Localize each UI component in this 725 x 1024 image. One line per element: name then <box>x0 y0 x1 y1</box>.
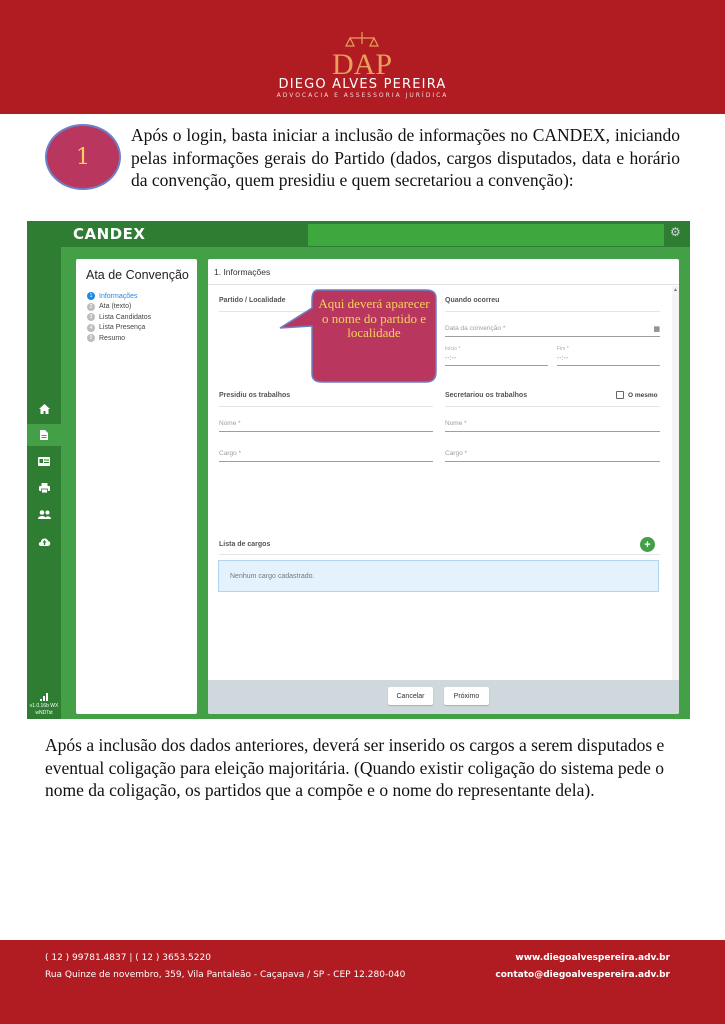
when-section-label: Quando ocorreu <box>445 297 500 304</box>
app-version: v1.0.16b WX wNDTst <box>29 703 59 716</box>
secretary-section-label: Secretariou os trabalhos <box>445 392 528 399</box>
next-button[interactable]: Próximo <box>444 687 489 705</box>
law-firm-logo <box>332 30 392 80</box>
letterhead-header <box>0 0 725 114</box>
panel-title: Ata de Convenção <box>86 268 189 282</box>
start-time-label: Início * <box>445 346 461 352</box>
letterhead-footer <box>0 940 725 1024</box>
wizard-steps <box>87 291 151 344</box>
id-card-icon[interactable] <box>27 450 61 472</box>
empty-message: Nenhum cargo cadastrado. <box>230 573 315 580</box>
presided-name-field[interactable]: Nome * <box>219 420 433 432</box>
app-topbar <box>27 221 690 247</box>
print-icon[interactable] <box>27 477 61 499</box>
positions-section-label: Lista de cargos <box>219 541 271 548</box>
callout-text: Aqui deverá aparecer o nome do partido e localidade <box>318 296 430 340</box>
same-person-checkbox[interactable] <box>616 391 624 399</box>
brand-name: DIEGO ALVES PEREIRA <box>278 77 447 92</box>
wizard-step-ata[interactable]: 2 Ata (texto) <box>87 302 151 313</box>
secretary-name-field[interactable]: Nome * <box>445 420 660 432</box>
party-section-label: Partido / Localidade <box>219 297 286 304</box>
cloud-upload-icon[interactable] <box>27 530 61 552</box>
document-icon[interactable] <box>27 424 61 446</box>
presided-section-label: Presidiu os trabalhos <box>219 392 291 399</box>
presided-role-field[interactable]: Cargo * <box>219 450 433 462</box>
start-time-field[interactable]: --:-- <box>445 354 548 366</box>
footer-website[interactable]: www.diegoalvespereira.adv.br <box>515 953 670 963</box>
end-time-field[interactable]: --:-- <box>557 354 660 366</box>
secretary-role-field[interactable]: Cargo * <box>445 450 660 462</box>
scroll-up-icon[interactable]: ▲ <box>673 287 678 293</box>
footer-email[interactable]: contato@diegoalvespereira.adv.br <box>495 970 670 980</box>
footer-phones: ( 12 ) 99781.4837 | ( 12 ) 3653.5220 <box>45 953 211 963</box>
calendar-icon[interactable]: ▦ <box>653 326 660 333</box>
signal-icon <box>40 693 48 701</box>
gear-icon[interactable]: ⚙ <box>670 225 681 239</box>
wizard-step-lista-candidatos[interactable]: 3 Lista Candidatos <box>87 312 151 323</box>
wizard-step-resumo[interactable]: 5 Resumo <box>87 333 151 344</box>
positions-empty-state <box>218 560 659 592</box>
intro-paragraph: Após o login, basta iniciar a inclusão de informações no CANDEX, iniciando pelas informações gerais do Partido (dados, cargos disputados, data e horário da convenção, quem presidiu e quem secretariou a convenção): <box>131 125 680 190</box>
app-brand: CANDEX <box>73 225 146 243</box>
end-time-label: Fim * <box>557 346 569 352</box>
convention-date-field[interactable]: Data da convenção * ▦ <box>445 325 660 337</box>
wizard-step-informacoes[interactable]: 1 Informações <box>87 291 151 302</box>
form-title: 1. Informações <box>214 267 271 277</box>
app-sidebar <box>27 247 61 719</box>
home-icon[interactable] <box>27 398 61 420</box>
wizard-step-lista-presenca[interactable]: 4 Lista Presença <box>87 323 151 334</box>
logo-monogram: DAP <box>332 48 392 80</box>
step-number: 1 <box>76 144 90 170</box>
brand-tagline: ADVOCACIA E ASSESSORIA JURÍDICA <box>276 92 449 99</box>
add-position-button[interactable]: + <box>640 537 655 552</box>
closing-paragraph: Após a inclusão dos dados anteriores, deverá ser inserido os cargos a serem disputados e eventual coligação para eleição majoritária. (Quando existir coligação do sistema pede o nome da coligação, os partidos que a compõe e o nome do representante dela). <box>45 735 665 800</box>
wizard-steps-panel <box>76 259 197 714</box>
users-icon[interactable] <box>27 503 61 525</box>
step-number-badge <box>45 124 121 190</box>
footer-address: Rua Quinze de novembro, 359, Vila Pantaleão - Caçapava / SP - CEP 12.280-040 <box>45 970 406 980</box>
scrollbar[interactable] <box>672 286 679 680</box>
same-person-label: O mesmo <box>628 392 658 399</box>
cancel-button[interactable]: Cancelar <box>388 687 433 705</box>
